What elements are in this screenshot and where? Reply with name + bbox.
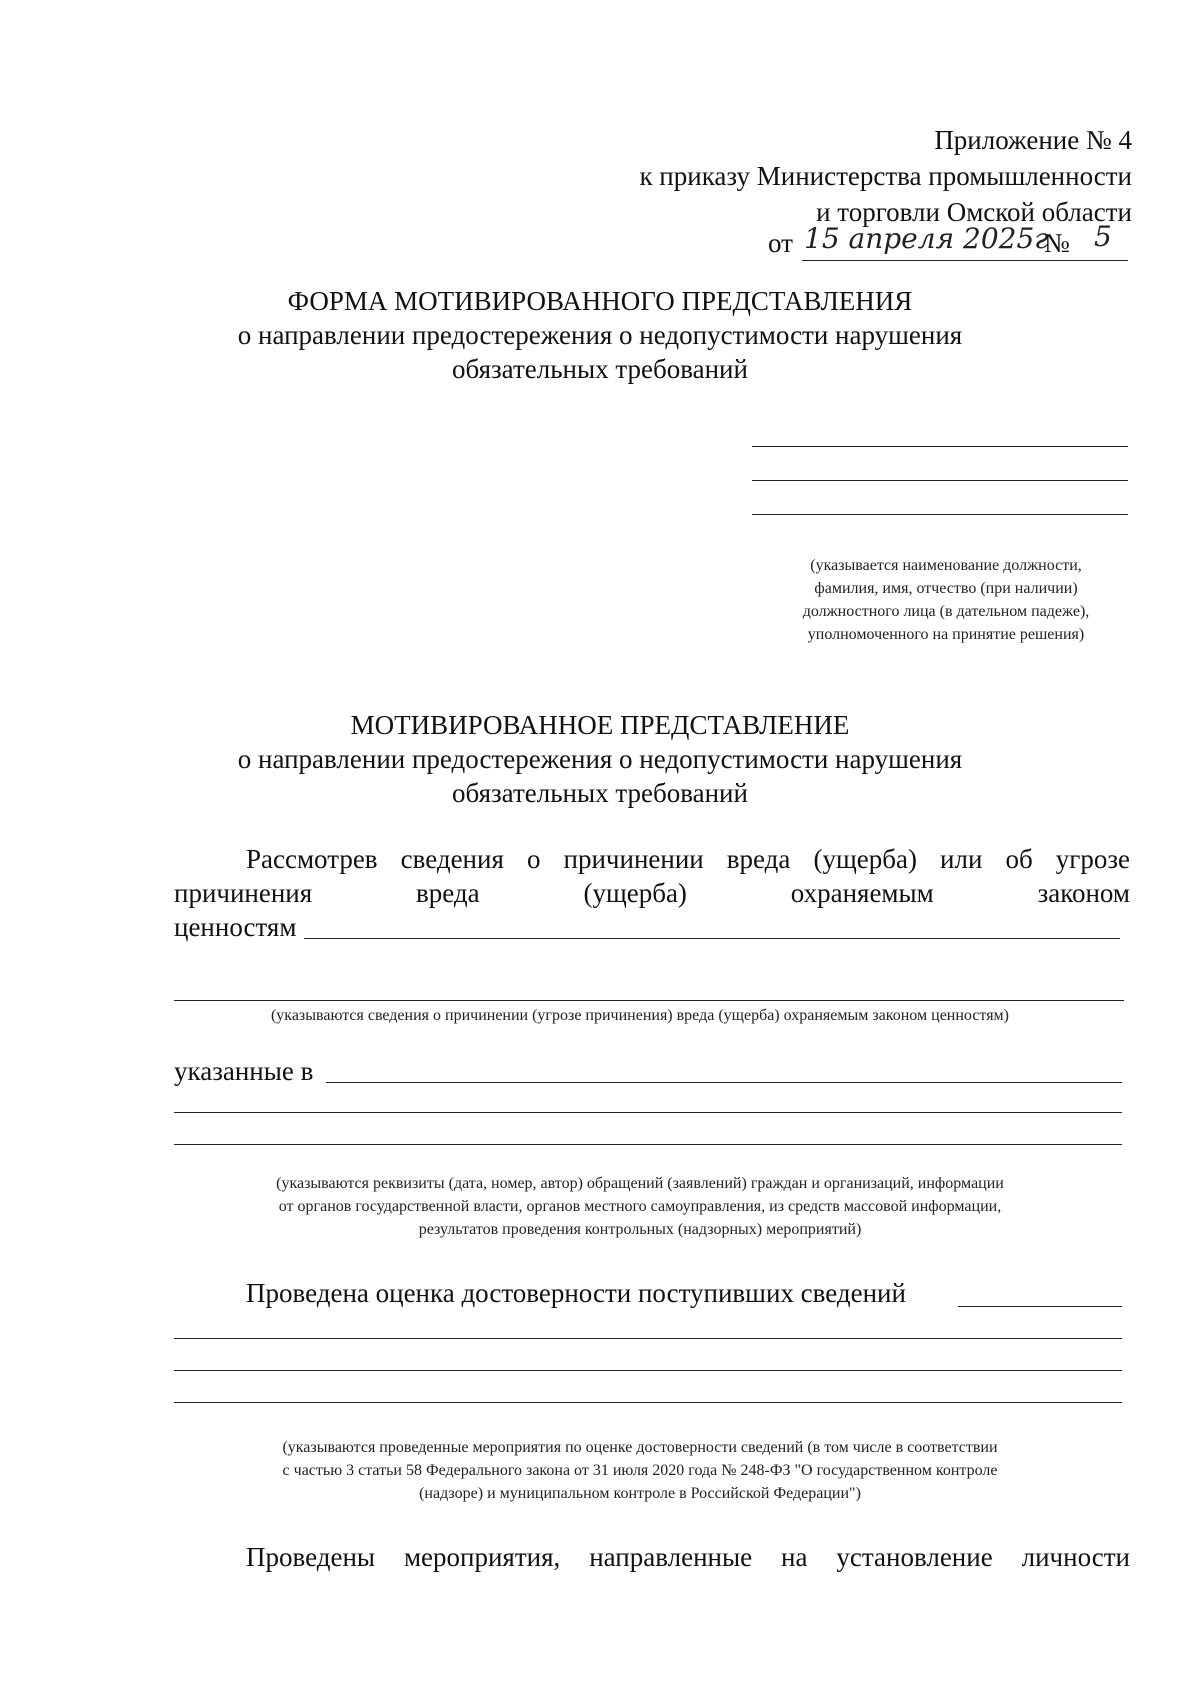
document-title-line3: обязательных требований bbox=[452, 778, 748, 808]
form-title-line1: ФОРМА МОТИВИРОВАННОГО ПРЕДСТАВЛЕНИЯ bbox=[287, 286, 913, 316]
para2-label: указанные в bbox=[174, 1056, 314, 1086]
appendix-number: Приложение № 4 bbox=[934, 125, 1132, 155]
form-title-line3: обязательных требований bbox=[452, 354, 748, 384]
date-underline bbox=[802, 260, 1128, 261]
addressee-line-1[interactable] bbox=[752, 446, 1128, 447]
note-verification-line3: (надзоре) и муниципальном контроле в Российской Федерации") bbox=[419, 1485, 861, 1502]
addressee-note-line1: (указывается наименование должности, bbox=[810, 557, 1082, 574]
appendix-date-line bbox=[768, 220, 1134, 268]
appendix-header bbox=[639, 122, 1132, 230]
values-input-line-2[interactable] bbox=[174, 1000, 1124, 1001]
sources-input-line-1[interactable] bbox=[326, 1082, 1122, 1083]
para4-text: Проведены мероприятия, направленные на установление личности bbox=[246, 1542, 1130, 1572]
number-prefix: № bbox=[1044, 228, 1070, 258]
sources-input-line-3[interactable] bbox=[174, 1144, 1122, 1145]
values-input-line[interactable] bbox=[304, 938, 1120, 939]
verification-input-line-4[interactable] bbox=[174, 1402, 1122, 1403]
document-title bbox=[150, 708, 1050, 810]
date-prefix: от bbox=[768, 228, 793, 258]
appendix-ministry: и торговли Омской области bbox=[816, 197, 1132, 227]
note-verification-line2: с частью 3 статьи 58 Федерального закона от 31 июля 2020 года № 248-ФЗ "О государственном контроле bbox=[282, 1462, 998, 1479]
addressee-note-line3: должностного лица (в дательном падеже), bbox=[802, 603, 1090, 620]
form-title bbox=[150, 284, 1050, 386]
addressee-note bbox=[756, 554, 1136, 646]
para3-text: Проведена оценка достоверности поступивших сведений bbox=[246, 1278, 906, 1308]
document-title-line2: о направлении предостережения о недопустимости нарушения bbox=[237, 744, 963, 774]
handwritten-number: 5 bbox=[1094, 220, 1112, 253]
para1-line1: Рассмотрев сведения о причинении вреда (ущерба) или об угрозе bbox=[246, 844, 1130, 874]
addressee-note-line2: фамилия, имя, отчество (при наличии) bbox=[814, 580, 1078, 597]
verification-input-line-2[interactable] bbox=[174, 1338, 1122, 1339]
sources-input-line-2[interactable] bbox=[174, 1112, 1122, 1113]
verification-input-line-1[interactable] bbox=[958, 1306, 1122, 1307]
appendix-order-ref: к приказу Министерства промышленности bbox=[639, 161, 1132, 191]
addressee-line-3[interactable] bbox=[752, 514, 1128, 515]
handwritten-date: 15 апреля 2025г bbox=[804, 222, 1049, 255]
form-title-line2: о направлении предостережения о недопустимости нарушения bbox=[237, 320, 963, 350]
note-harm-info: (указываются сведения о причинении (угрозе причинения) вреда (ущерба) охраняемым законом ценностям) bbox=[270, 1007, 1010, 1024]
note-verification-line1: (указываются проведенные мероприятия по оценке достоверности сведений (в том числе в соответствии bbox=[282, 1439, 998, 1456]
note-sources bbox=[150, 1172, 1130, 1241]
note-sources-line3: результатов проведения контрольных (надзорных) мероприятий) bbox=[418, 1221, 862, 1238]
para1-line2: причинения вреда (ущерба) охраняемым законом bbox=[174, 878, 1130, 908]
verification-input-line-3[interactable] bbox=[174, 1370, 1122, 1371]
document-title-line1: МОТИВИРОВАННОЕ ПРЕДСТАВЛЕНИЕ bbox=[350, 710, 850, 740]
note-sources-line1: (указываются реквизиты (дата, номер, автор) обращений (заявлений) граждан и организаций, информации bbox=[276, 1175, 1004, 1192]
note-verification bbox=[150, 1436, 1130, 1505]
addressee-note-line4: уполномоченного на принятие решения) bbox=[807, 626, 1085, 643]
note-sources-line2: от органов государственной власти, органов местного самоуправления, из средств массовой информации, bbox=[278, 1198, 1002, 1215]
addressee-line-2[interactable] bbox=[752, 480, 1128, 481]
para1-line3: ценностям bbox=[174, 912, 297, 942]
